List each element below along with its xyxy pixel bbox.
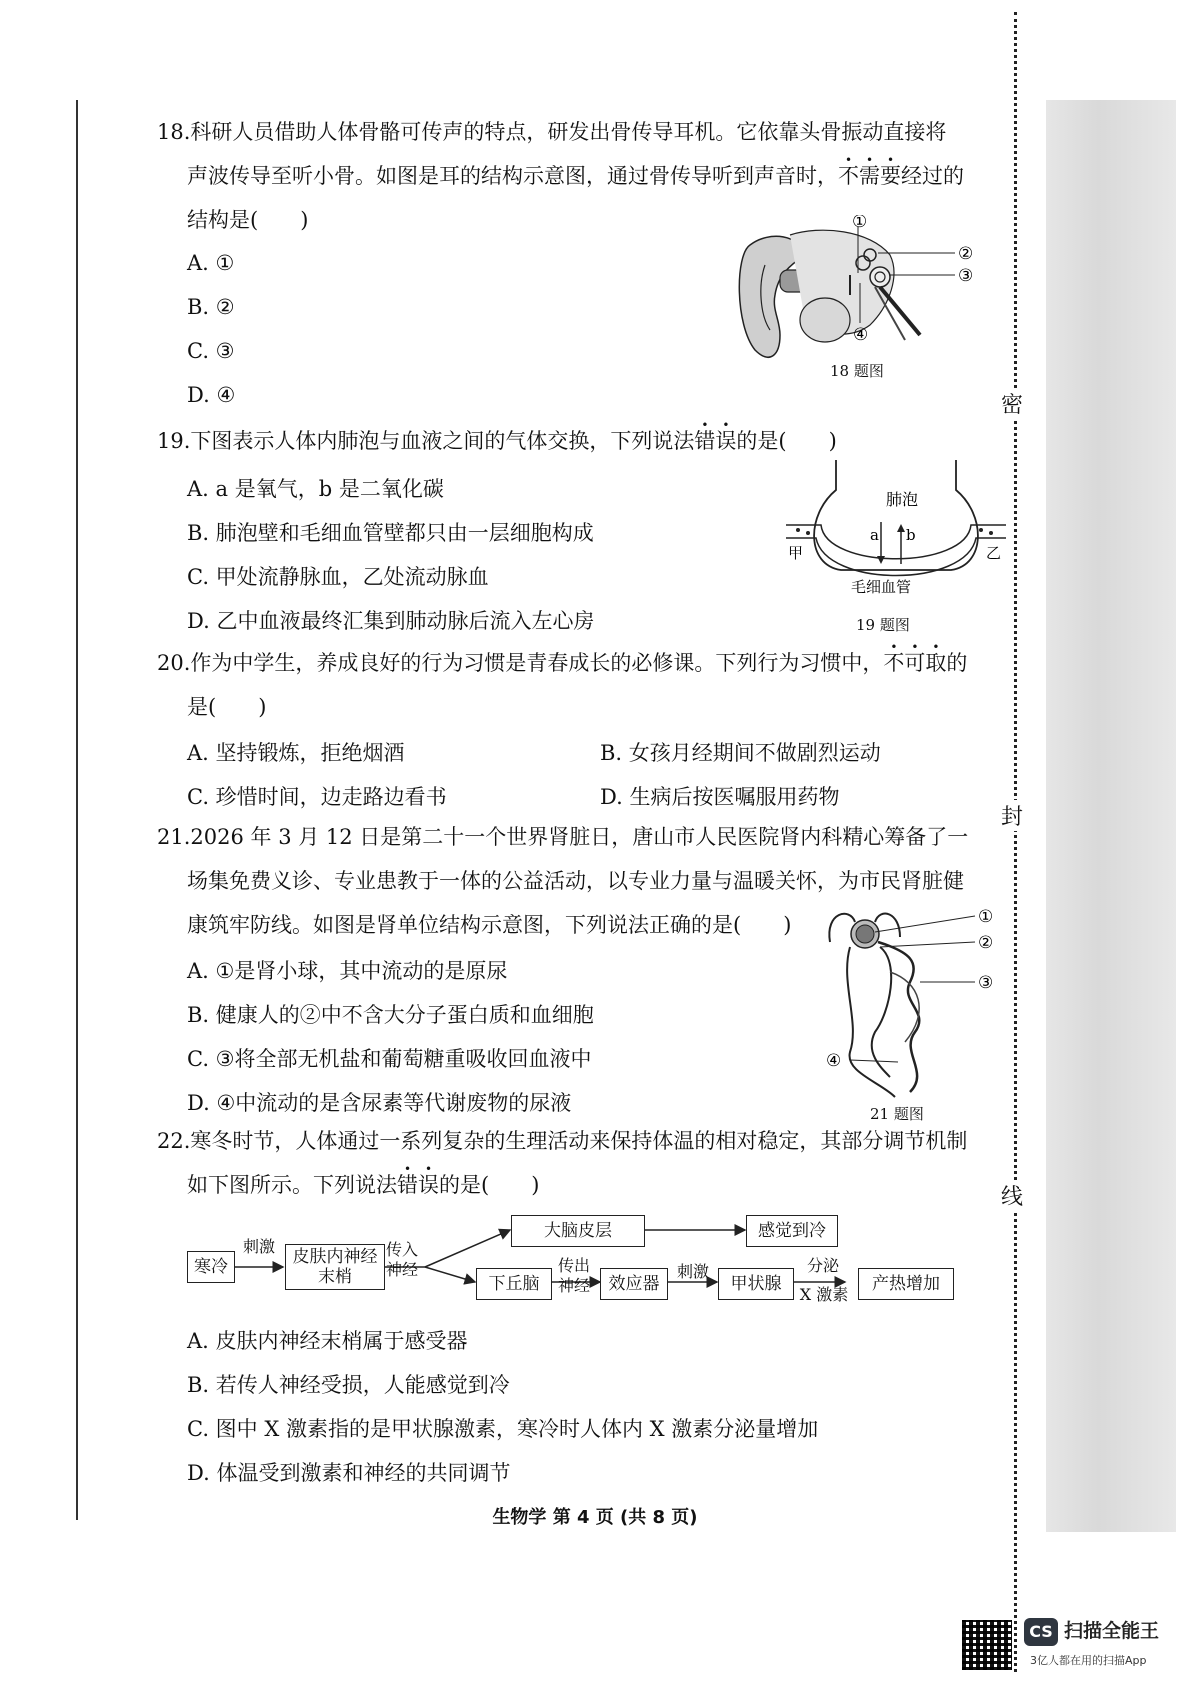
q18-option-a: A. ① — [187, 251, 235, 275]
q21-line1: 21.2026 年 3 月 12 日是第二十一个世界肾脏日，唐山市人民医院肾内科精心筹备了一 — [157, 825, 969, 849]
q19-emphasis: 错误 — [694, 429, 737, 453]
ear-label-2: ② — [958, 244, 974, 264]
q18-option-d: D. ④ — [187, 383, 236, 407]
q19-option-c: C. 甲处流静脉血，乙处流动脉血 — [187, 565, 489, 589]
alveolus-figure — [786, 460, 1006, 600]
q20-line1 — [157, 641, 967, 685]
flow-feel-cold: 感觉到冷 — [746, 1215, 838, 1247]
nephron-label-2: ② — [978, 933, 994, 953]
q19-stem-a: 19.下图表示人体内肺泡与血液之间的气体交换，下列说法 — [157, 429, 695, 453]
scanner-app-subtitle: 3亿人都在用的扫描App — [1030, 1654, 1147, 1667]
q21-option-c: C. ③将全部无机盐和葡萄糖重吸收回血液中 — [187, 1047, 592, 1071]
nephron-label-4: ④ — [826, 1051, 842, 1071]
q20-option-b: B. 女孩月经期间不做剧烈运动 — [600, 741, 881, 765]
binding-margin-line — [76, 100, 78, 1520]
page-footer: 生物学 第 4 页 (共 8 页) — [492, 1507, 698, 1528]
seal-dotted-line — [1014, 12, 1017, 1672]
q18-line1: 18.科研人员借助人体骨骼可传声的特点，研发出骨传导耳机。它依靠头骨振动直接将 — [157, 120, 947, 144]
q20-option-a: A. 坚持锻炼，拒绝烟酒 — [187, 741, 405, 765]
seal-char-mi: 密 — [1001, 388, 1023, 419]
flow-hypothalamus: 下丘脑 — [476, 1268, 552, 1300]
seal-char-xian: 线 — [1001, 1180, 1023, 1211]
q22-option-a: A. 皮肤内神经末梢属于感受器 — [187, 1329, 468, 1353]
flow-secrete: 分泌 — [806, 1256, 839, 1275]
flow-receptor: 皮肤内神经末梢 — [285, 1244, 385, 1290]
q22-line2-b: 的是( ) — [439, 1173, 540, 1197]
q18-line2-b: 经过的 — [901, 164, 964, 188]
seal-char-feng: 封 — [1001, 800, 1023, 831]
qr-code-icon — [962, 1620, 1012, 1670]
ear-label-3: ③ — [958, 266, 974, 286]
q18-line2 — [187, 154, 964, 198]
q22-option-d: D. 体温受到激素和神经的共同调节 — [187, 1461, 511, 1485]
nephron-label-1: ① — [978, 907, 994, 927]
q18-emphasis: 不需要 — [838, 164, 901, 188]
flow-effector: 效应器 — [600, 1268, 668, 1300]
flow-stim-2: 刺激 — [676, 1262, 709, 1281]
q22-option-b: B. 若传人神经受损，人能感觉到冷 — [187, 1373, 510, 1397]
flow-cortex: 大脑皮层 — [511, 1215, 645, 1247]
q22-line2-a: 如下图所示。下列说法 — [187, 1173, 397, 1197]
ear-label-1: ① — [852, 215, 868, 232]
nephron-figure — [820, 902, 1000, 1102]
q22-option-c: C. 图中 X 激素指的是甲状腺激素，寒冷时人体内 X 激素分泌量增加 — [187, 1417, 819, 1441]
flow-x-hormone: X 激素 — [799, 1285, 849, 1304]
q20-option-c: C. 珍惜时间，边走路边看书 — [187, 785, 447, 809]
q21-option-d: D. ④中流动的是含尿素等代谢废物的尿液 — [187, 1091, 572, 1115]
q19-caption: 19 题图 — [856, 616, 910, 634]
q18-line2-a: 声波传导至听小骨。如图是耳的结构示意图，通过骨传导听到声音时， — [187, 164, 838, 188]
q20-option-d: D. 生病后按医嘱服用药物 — [600, 785, 840, 809]
q18-option-b: B. ② — [187, 295, 235, 319]
q19-stem — [157, 419, 837, 463]
flow-afferent: 传入神经 — [385, 1240, 418, 1279]
flow-heat-increase: 产热增加 — [858, 1268, 954, 1300]
alveolus-label: 肺泡 — [886, 490, 919, 509]
ear-structure-figure — [730, 215, 990, 375]
capillary-label: 毛细血管 — [851, 578, 912, 596]
gas-label-a: a — [870, 526, 879, 544]
q20-line1-b: 的 — [946, 651, 968, 675]
q21-option-a: A. ①是肾小球，其中流动的是原尿 — [187, 959, 508, 983]
vessel-label-yi: 乙 — [986, 544, 1002, 562]
scan-shadow-strip — [1046, 100, 1176, 1532]
q22-line2 — [187, 1163, 539, 1207]
q19-option-d: D. 乙中血液最终汇集到肺动脉后流入左心房 — [187, 609, 595, 633]
q18-option-c: C. ③ — [187, 339, 235, 363]
q22-emphasis: 错误 — [397, 1173, 439, 1197]
q19-stem-b: 的是( ) — [736, 429, 837, 453]
q20-line2: 是( ) — [187, 695, 267, 719]
q21-line2: 场集免费义诊、专业患教于一体的公益活动，以专业力量与温暖关怀，为市民肾脏健 — [187, 869, 964, 893]
nephron-label-3: ③ — [978, 973, 994, 993]
q18-line3: 结构是( ) — [187, 208, 309, 232]
flow-stim-1: 刺激 — [242, 1237, 275, 1256]
camscanner-logo-icon: CS — [1024, 1618, 1058, 1646]
gas-label-b: b — [906, 526, 916, 544]
q20-emphasis: 不可取 — [883, 651, 947, 675]
q21-option-b: B. 健康人的②中不含大分子蛋白质和血细胞 — [187, 1003, 594, 1027]
q21-line3: 康筑牢防线。如图是肾单位结构示意图，下列说法正确的是( ) — [187, 913, 792, 937]
q20-line1-a: 20.作为中学生，养成良好的行为习惯是青春成长的必修课。下列行为习惯中， — [157, 651, 884, 675]
scanner-app-title: 扫描全能王 — [1064, 1620, 1160, 1642]
q21-caption: 21 题图 — [870, 1105, 924, 1123]
flow-efferent: 传出神经 — [557, 1256, 590, 1295]
flow-thyroid: 甲状腺 — [718, 1268, 794, 1300]
q18-caption: 18 题图 — [830, 362, 884, 380]
vessel-label-jia: 甲 — [788, 544, 804, 562]
flow-cold: 寒冷 — [187, 1251, 235, 1283]
q19-option-a: A. a 是氧气，b 是二氧化碳 — [187, 477, 444, 501]
q19-option-b: B. 肺泡壁和毛细血管壁都只由一层细胞构成 — [187, 521, 594, 545]
q22-line1: 22.寒冬时节，人体通过一系列复杂的生理活动来保持体温的相对稳定，其部分调节机制 — [157, 1129, 968, 1153]
ear-label-4: ④ — [853, 325, 869, 345]
